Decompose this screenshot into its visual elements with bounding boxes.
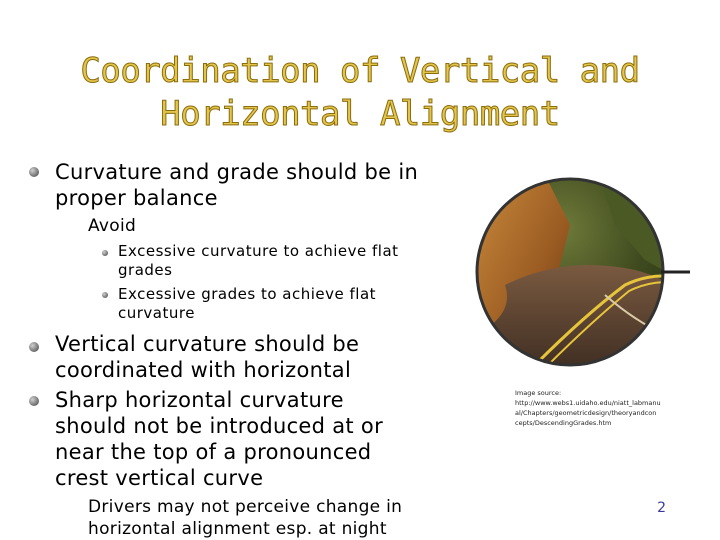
drivers-note [88,496,402,540]
bullet-line: proper balance [55,186,218,210]
bullet-line: crest vertical curve [55,466,264,490]
title-line-2: Horizontal Alignment [160,94,560,134]
bullet-line: should not be introduced at or [55,414,384,438]
bullet-vertical-curvature [55,331,359,383]
credit-line: al/Chapters/geometricdesign/theoryandcon [515,409,657,417]
title-line-1: Coordination of Vertical and [80,51,640,91]
avoid-label: Avoid [88,216,137,236]
sub-bullet-line: curvature [118,304,195,322]
sub-bullet-line: grades [118,261,173,279]
bullet-icon [29,167,39,177]
bullet-icon [29,396,39,406]
bullet-icon [29,342,39,352]
slide-title [60,50,660,136]
bullet-line: coordinated with horizontal [55,358,352,382]
page-number: 2 [657,500,666,516]
credit-line: Image source: [515,389,562,397]
bullet-line: Vertical curvature should be [55,332,360,356]
bullet-line: Curvature and grade should be in [55,160,419,184]
credit-line: http://www.webs1.uidaho.edu/niatt_labmanu [515,399,661,407]
bullet-sharp-horizontal [55,387,383,491]
sub-bullet-line: Excessive grades to achieve flat [118,285,377,303]
credit-line: cepts/DescendingGrades.htm [515,419,612,427]
sub-bullet-excessive-curvature [118,242,399,280]
sub-bullet-line: Excessive curvature to achieve flat [118,242,399,260]
road-photo [475,165,690,380]
sub-bullet-icon [102,292,108,298]
image-credit [515,388,660,428]
bullet-curvature-grade [55,159,418,211]
bullet-line: near the top of a pronounced [55,440,372,464]
note-line: horizontal alignment esp. at night [88,519,387,539]
bullet-line: Sharp horizontal curvature [55,388,344,412]
sub-bullet-excessive-grades [118,285,376,323]
sub-bullet-icon [102,250,108,256]
note-line: Drivers may not perceive change in [88,497,403,517]
